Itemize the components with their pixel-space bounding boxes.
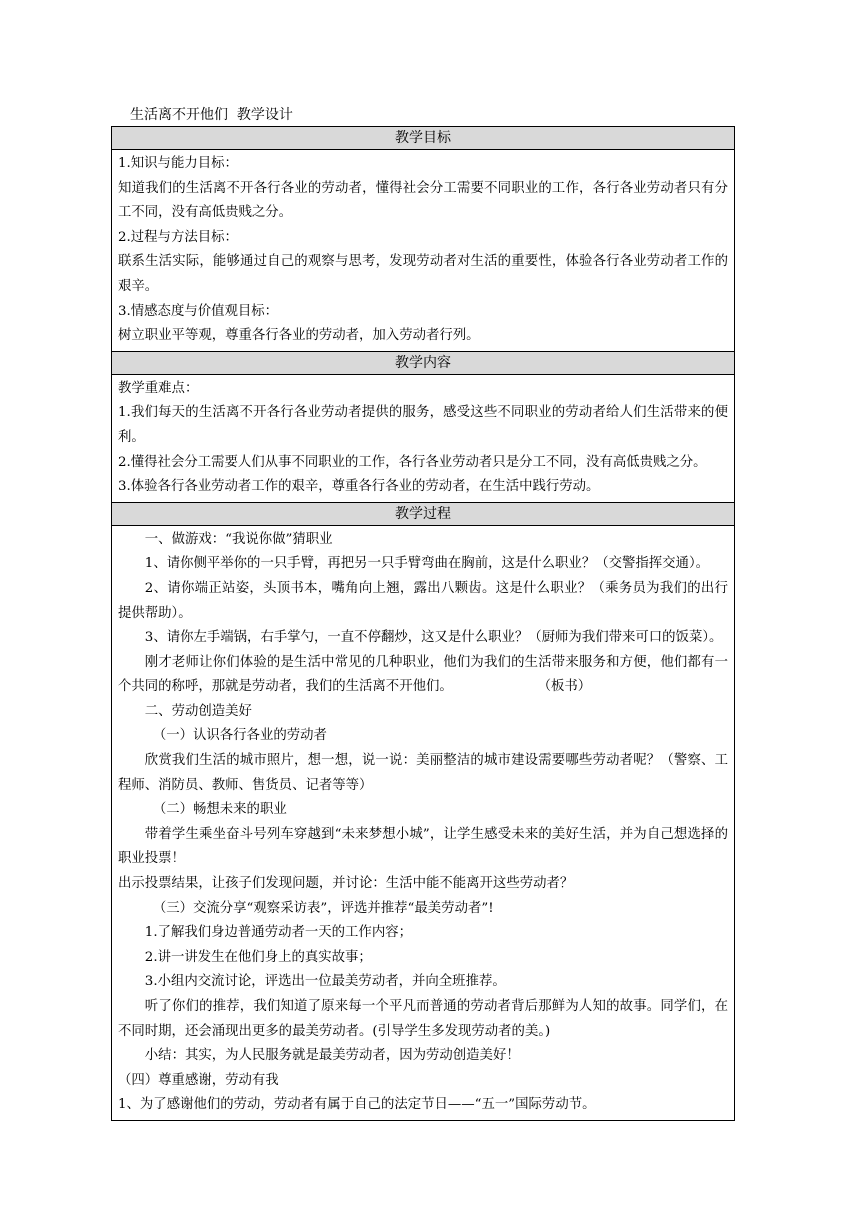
lesson-plan-table	[111, 126, 735, 1121]
process-line: 带着学生乘坐奋斗号列车穿越到“未来梦想小城”，让学生感受未来的美好生活，并为自己想选择的职业投票！	[118, 826, 728, 867]
process-line: 3.小组内交流讨论，评选出一位最美劳动者，并向全班推荐。	[144, 974, 506, 990]
objective-line: 3.情感态度与价值观目标：	[118, 303, 279, 319]
content-line: 2.懂得社会分工需要人们从事不同职业的工作，各行各业劳动者只是分工不同，没有高低贵贱之分。	[118, 454, 707, 470]
objective-line: 树立职业平等观，尊重各行各业的劳动者，加入劳动者行列。	[118, 328, 480, 344]
process-line: 欣赏我们生活的城市照片，想一想，说一说：美丽整洁的城市建设需要哪些劳动者呢？（警察、工程师、消防员、教师、售货员、记者等等）	[118, 753, 728, 793]
process-line: 2.讲一讲发生在他们身上的真实故事；	[144, 949, 372, 965]
section-body-process	[112, 526, 734, 1120]
content-line: 3.体验各行各业劳动者工作的艰辛，尊重各行各业的劳动者，在生活中践行劳动。	[118, 479, 600, 495]
process-line: （二）畅想未来的职业	[152, 802, 287, 818]
process-line: （四）尊重感谢，劳动有我	[118, 1072, 279, 1088]
process-line: 1、为了感谢他们的劳动，劳动者有属于自己的法定节日——“五一”国际劳动节。	[118, 1097, 596, 1113]
process-line: 小结：其实，为人民服务就是最美劳动者，因为劳动创造美好！	[144, 1048, 520, 1064]
document-title: 生活离不开他们 教学设计	[130, 107, 293, 123]
process-line: 1、请你侧平举你的一只手臂，再把另一只手臂弯曲在胸前，这是什么职业？（交警指挥交通）。	[144, 556, 710, 572]
section-body-objectives	[112, 150, 734, 351]
process-line: 出示投票结果，让孩子们发现问题，并讨论：生活中能不能离开这些劳动者？	[118, 876, 574, 892]
objective-line: 2.过程与方法目标：	[118, 229, 238, 245]
objective-line: 知道我们的生活离不开各行各业的劳动者，懂得社会分工需要不同职业的工作，各行各业劳动者只有分工不同，没有高低贵贱之分。	[118, 180, 728, 221]
process-line: （一）认识各行各业的劳动者	[152, 728, 327, 744]
section-header-content: 教学内容	[112, 351, 734, 375]
section-body-content	[112, 375, 734, 502]
board-note: （板书）	[537, 679, 592, 695]
process-line: 二、劳动创造美好	[144, 703, 252, 719]
process-line: 2、请你端正站姿，头顶书本，嘴角向上翘，露出八颗齿。这是什么职业？（乘务员为我们的出行提供帮助）。	[118, 580, 728, 621]
section-header-objectives: 教学目标	[112, 127, 734, 150]
content-line: 1.我们每天的生活离不开各行各业劳动者提供的服务，感受这些不同职业的劳动者给人们生活带来的便利。	[118, 405, 728, 445]
process-line: 1.了解我们身边普通劳动者一天的工作内容；	[144, 925, 412, 941]
content-line: 教学重难点：	[118, 380, 199, 396]
process-text: 刚才老师让你们体验的是生活中常见的几种职业，他们为我们的生活带来服务和方便，他们都有一个共同的称呼，那就是劳动者，我们的生活离不开他们。	[118, 654, 728, 695]
process-line: 一、做游戏：“我说你做”猜职业	[144, 531, 333, 547]
process-line: 3、请你左手端锅，右手掌勺，一直不停翻炒，这又是什么职业？（厨师为我们带来可口的饭菜）。	[144, 630, 723, 646]
process-line: 听了你们的推荐，我们知道了原来每一个平凡而普通的劳动者背后那鲜为人知的故事。同学们，在不同时期，还会涌现出更多的最美劳动者。(引导学生多发现劳动者的美。)	[118, 999, 728, 1039]
process-line	[118, 651, 728, 700]
objective-line: 1.知识与能力目标：	[118, 156, 238, 171]
objective-line: 联系生活实际，能够通过自己的观察与思考，发现劳动者对生活的重要性，体验各行各业劳动者工作的艰辛。	[118, 254, 728, 294]
process-line: （三）交流分享“观察采访表”，评选并推荐“最美劳动者”!	[152, 900, 494, 916]
section-header-process: 教学过程	[112, 502, 734, 526]
